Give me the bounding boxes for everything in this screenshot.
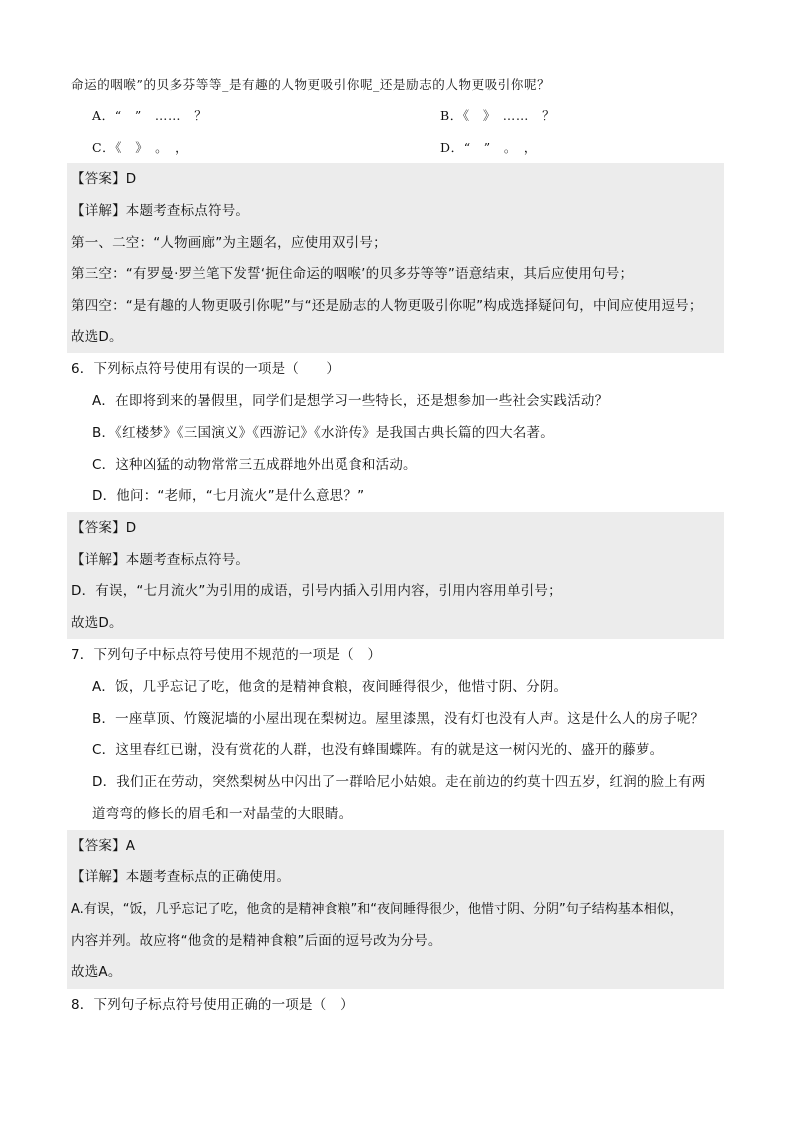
q5-detail-line: 第三空：“有罗曼·罗兰笔下发誓‘扼住命运的咽喉’的贝多芬等等”语意结束，其后应使用句号； xyxy=(71,266,634,282)
q5-detail-line: 第一、二空：“人物画廊”为主题名，应使用双引号； xyxy=(71,235,387,251)
q7-option-b: B．一座草顶、竹篾泥墙的小屋出现在梨树边。屋里漆黑，没有灯也没有人声。这是什么人的房子呢？ xyxy=(92,711,705,727)
q5-stem-tail: 命运的咽喉”的贝多芬等等_是有趣的人物更吸引你呢_还是励志的人物更吸引你呢？ xyxy=(71,77,551,92)
q5-answer: 【答案】D xyxy=(71,171,137,187)
q7-option-d: D．我们正在劳动，突然梨树丛中闪出了一群哈尼小姑娘。走在前边的约莫十四五岁，红润的脸上有两 xyxy=(92,774,706,790)
q5-detail-line: 【详解】本题考查标点符号。 xyxy=(71,203,250,219)
q7-detail-line: 故选A。 xyxy=(71,964,122,980)
q7-option-c: C．这里春红已谢，没有赏花的人群，也没有蜂围蝶阵。有的就是这一树闪光的、盛开的藤萝。 xyxy=(92,742,664,758)
q5-option-row-1 xyxy=(92,100,744,131)
q6-option-c: C．这种凶猛的动物常常三五成群地外出觅食和活动。 xyxy=(92,457,417,473)
q5-option-d: D．“ ” 。 ， xyxy=(440,140,537,155)
q7-option-d-continued: 道弯弯的修长的眉毛和一对晶莹的大眼睛。 xyxy=(92,806,353,822)
q6-stem: 6．下列标点符号使用有误的一项是（ ） xyxy=(71,361,341,377)
q7-detail-line: 内容并列。故应将“他贪的是精神食粮”后面的逗号改为分号。 xyxy=(71,933,442,949)
q6-detail-line: 【详解】本题考查标点符号。 xyxy=(71,552,250,568)
q6-detail-line: 故选D。 xyxy=(71,615,123,631)
q6-option-d: D．他问：“老师，“七月流火”是什么意思？” xyxy=(92,488,365,504)
q5-option-b: B．《 》 …… ？ xyxy=(440,108,556,123)
q5-option-a: A．“ ” …… ？ xyxy=(92,108,208,123)
q6-answer: 【答案】D xyxy=(71,520,137,536)
q5-detail-line: 第四空：“是有趣的人物更吸引你呢”与“还是励志的人物更吸引你呢”构成选择疑问句，中间应使用逗号； xyxy=(71,298,703,314)
q5-detail-line: 故选D。 xyxy=(71,329,123,345)
q8-stem: 8．下列句子标点符号使用正确的一项是（ ） xyxy=(71,997,354,1013)
q6-option-a: A．在即将到来的暑假里，同学们是想学习一些特长，还是想参加一些社会实践活动？ xyxy=(92,393,609,409)
q6-option-b: B．《红楼梦》《三国演义》《西游记》《水浒传》是我国古典长篇的四大名著。 xyxy=(92,425,554,441)
q7-answer: 【答案】A xyxy=(71,838,136,854)
q7-detail-line: A.有误，“饭，几乎忘记了吃，他贪的是精神食粮”和“夜间睡得很少，他惜寸阴、分阴”句子结构基本相似， xyxy=(71,902,683,917)
q5-option-row-2 xyxy=(92,132,744,163)
q7-option-a: A．饭，几乎忘记了吃，他贪的是精神食粮，夜间睡得很少，他惜寸阴、分阴。 xyxy=(92,679,568,695)
q5-option-c: C．《 》 。 ， xyxy=(92,140,189,155)
q6-detail-line: D．有误，“七月流火”为引用的成语，引号内插入引用内容，引用内容用单引号； xyxy=(71,583,562,599)
q7-detail-line: 【详解】本题考查标点的正确使用。 xyxy=(71,869,291,885)
q7-stem: 7．下列句子中标点符号使用不规范的一项是（ ） xyxy=(71,647,382,663)
